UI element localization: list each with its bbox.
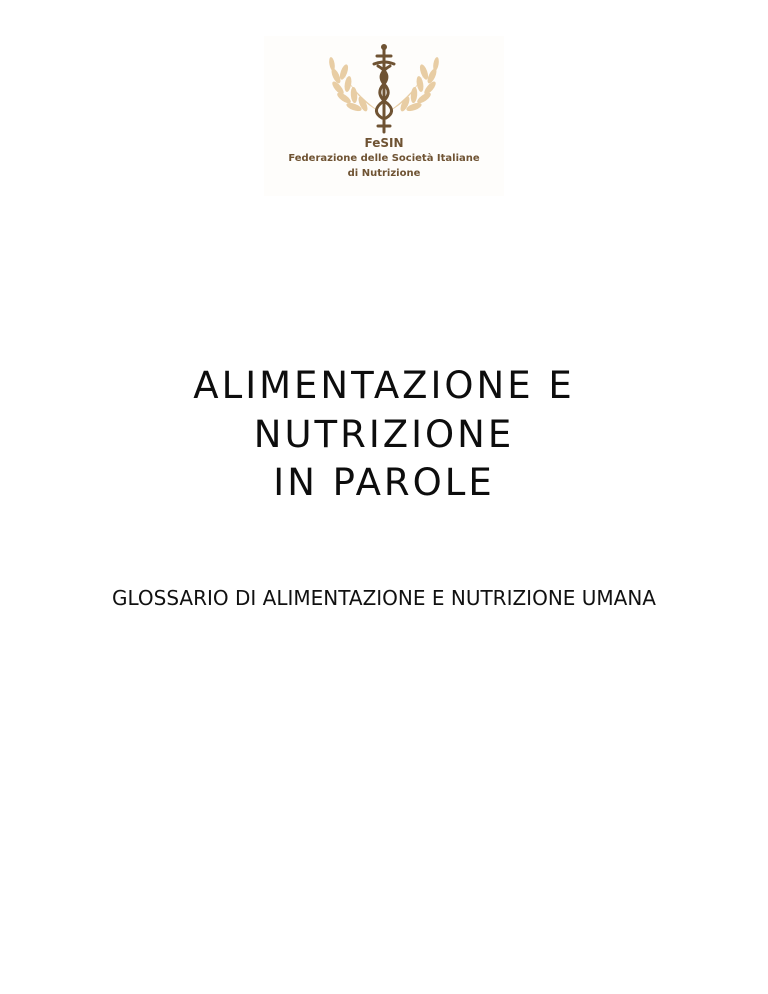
logo-name-line1: Federazione delle Società Italiane: [288, 153, 480, 164]
logo-name-line2: di Nutrizione: [347, 168, 421, 179]
document-title-line3: IN PAROLE: [273, 461, 495, 504]
document-title-line1: ALIMENTAZIONE E: [193, 364, 575, 407]
fesin-logo: [264, 36, 504, 196]
logo-abbreviation: FeSIN: [364, 136, 404, 150]
document-title-line2: NUTRIZIONE: [253, 413, 515, 456]
caduceus-wheat-icon: [322, 42, 446, 136]
document-subtitle: GLOSSARIO DI ALIMENTAZIONE E NUTRIZIONE UMANA: [111, 586, 656, 610]
